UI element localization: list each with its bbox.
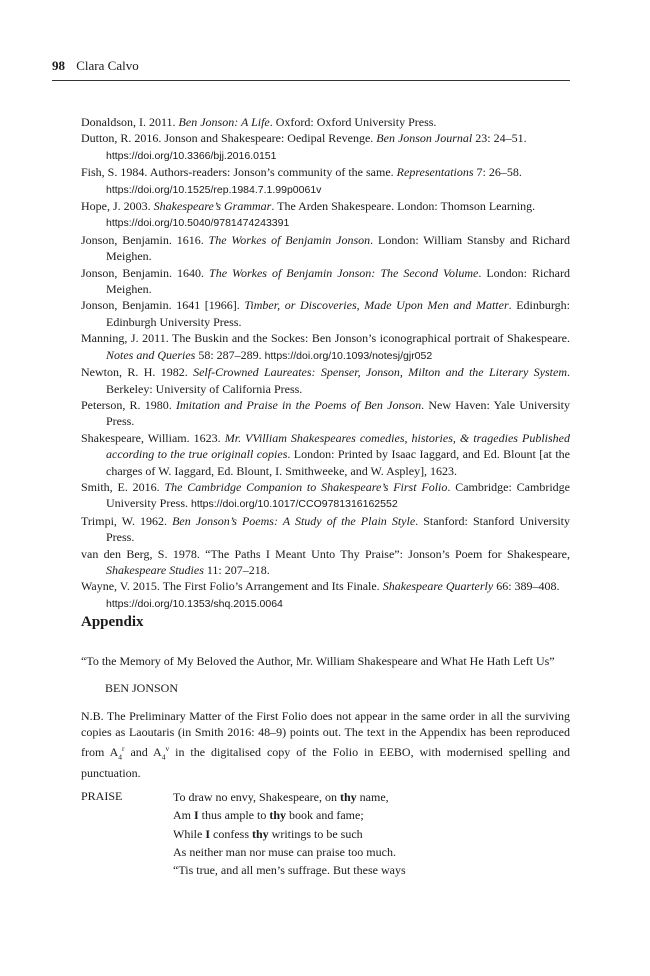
reference-entry: Jonson, Benjamin. 1616. The Workes of Benjamin Jonson. London: William Stansby and Richard Meighen.: [81, 232, 570, 264]
reference-entry: Manning, J. 2011. The Buskin and the Sockes: Ben Jonson’s iconographical portrait of Shakespeare. Notes and Queries 58: 287–289. https://doi.org/10.1093/notesj/gjr052: [81, 331, 570, 362]
reference-entry: Shakespeare, William. 1623. Mr. VVilliam Shakespeares comedies, histories, & tragedies Published according to the true originall copies. London: Printed by Isaac Iaggard, and Ed. Blount [at the charges of W. Iaggard, Ed. Blount, I. Smithweeke, and W. Aspley], 1623.: [81, 430, 570, 478]
doi-link[interactable]: https://doi.org/10.3366/bjj.2016.0151: [106, 149, 277, 162]
reference-entry: Newton, R. H. 1982. Self-Crowned Laureates: Spenser, Jonson, Milton and the Literary System. Berkeley: University of California Press.: [81, 365, 570, 396]
appendix-body: [81, 653, 570, 880]
reference-entry: Dutton, R. 2016. Jonson and Shakespeare: Oedipal Revenge. Ben Jonson Journal 23: 24–51. https://doi.org/10.3366/bjj.2016.0151: [81, 131, 527, 162]
poem-author: BEN JONSON: [105, 681, 179, 696]
doi-link[interactable]: https://doi.org/10.1017/CCO9781316162552: [191, 498, 398, 511]
reference-entry: Smith, E. 2016. The Cambridge Companion to Shakespeare’s First Folio. Cambridge: Cambridge University Press. https://doi.org/10.1017/CCO9781316162552: [81, 479, 570, 511]
reference-entry: van den Berg, S. 1978. “The Paths I Meant Unto Thy Praise”: Jonson’s Poem for Shakespeare, Shakespeare Studies 11: 207–218.: [81, 546, 570, 577]
reference-entry: Jonson, Benjamin. 1641 [1966]. Timber, or Discoveries, Made Upon Men and Matter. Edinburgh: Edinburgh University Press.: [81, 298, 571, 329]
running-header-author: Clara Calvo: [76, 58, 139, 73]
doi-link[interactable]: https://doi.org/10.5040/9781474243391: [106, 217, 290, 230]
poem: [81, 788, 570, 880]
poem-line: As neither man nor muse can praise too much.: [173, 845, 396, 860]
poem-line: Am I thus ample to thy book and fame;: [173, 808, 364, 823]
running-header: [52, 58, 570, 81]
doi-link[interactable]: https://doi.org/10.1353/shq.2015.0064: [106, 597, 283, 610]
doi-link[interactable]: https://doi.org/10.1525/rep.1984.7.1.99p0061v: [106, 183, 322, 196]
reference-entry: Wayne, V. 2015. The First Folio’s Arrangement and Its Finale. Shakespeare Quarterly 66: 389–408. https://doi.org/10.1353/shq.2015.0064: [81, 579, 560, 610]
reference-entry: Jonson, Benjamin. 1640. The Workes of Benjamin Jonson: The Second Volume. London: Richard Meighen.: [81, 265, 571, 297]
poem-lines: [173, 788, 406, 880]
poem-margin-label: PRAISE: [81, 788, 123, 803]
poem-title: “To the Memory of My Beloved the Author, Mr. William Shakespeare and What He Hath Left Us”: [81, 654, 555, 668]
reference-entry: Peterson, R. 1980. Imitation and Praise in the Poems of Ben Jonson. New Haven: Yale University Press.: [81, 397, 570, 429]
poem-line: “Tis true, and all men’s suffrage. But these ways: [173, 863, 406, 878]
reference-entry: Donaldson, I. 2011. Ben Jonson: A Life. Oxford: Oxford University Press.: [81, 115, 437, 129]
doi-link[interactable]: https://doi.org/10.1093/notesj/gjr052: [264, 349, 433, 362]
appendix-heading-block: [81, 614, 570, 630]
poem-line: While I confess thy writings to be such: [173, 826, 363, 841]
reference-entry: Fish, S. 1984. Authors-readers: Jonson’s community of the same. Representations 7: 26–58. https://doi.org/10.1525/rep.1984.7.1.99p0061v: [81, 165, 522, 196]
page-number: 98: [52, 58, 65, 73]
reference-list: [81, 114, 570, 612]
reference-entry: Hope, J. 2003. Shakespeare’s Grammar. The Arden Shakespeare. London: Thomson Learning. https://doi.org/10.5040/9781474243391: [81, 199, 536, 230]
appendix-heading: Appendix: [81, 614, 144, 630]
poem-line: To draw no envy, Shakespeare, on thy name,: [173, 789, 389, 804]
reference-entry: Trimpi, W. 1962. Ben Jonson’s Poems: A Study of the Plain Style. Stanford: Stanford University Press.: [81, 513, 570, 545]
editorial-note: N.B. The Preliminary Matter of the First Folio does not appear in the same order in all the surviving copies as Laoutaris (in Smith 2016: 48–9) points out. The text in the Appendix has been reproduced from $A_4^r$ and $A_4^v$ in the digitalised copy of the Folio in EEBO, with modernised spelling and punctuation.: [81, 708, 570, 781]
